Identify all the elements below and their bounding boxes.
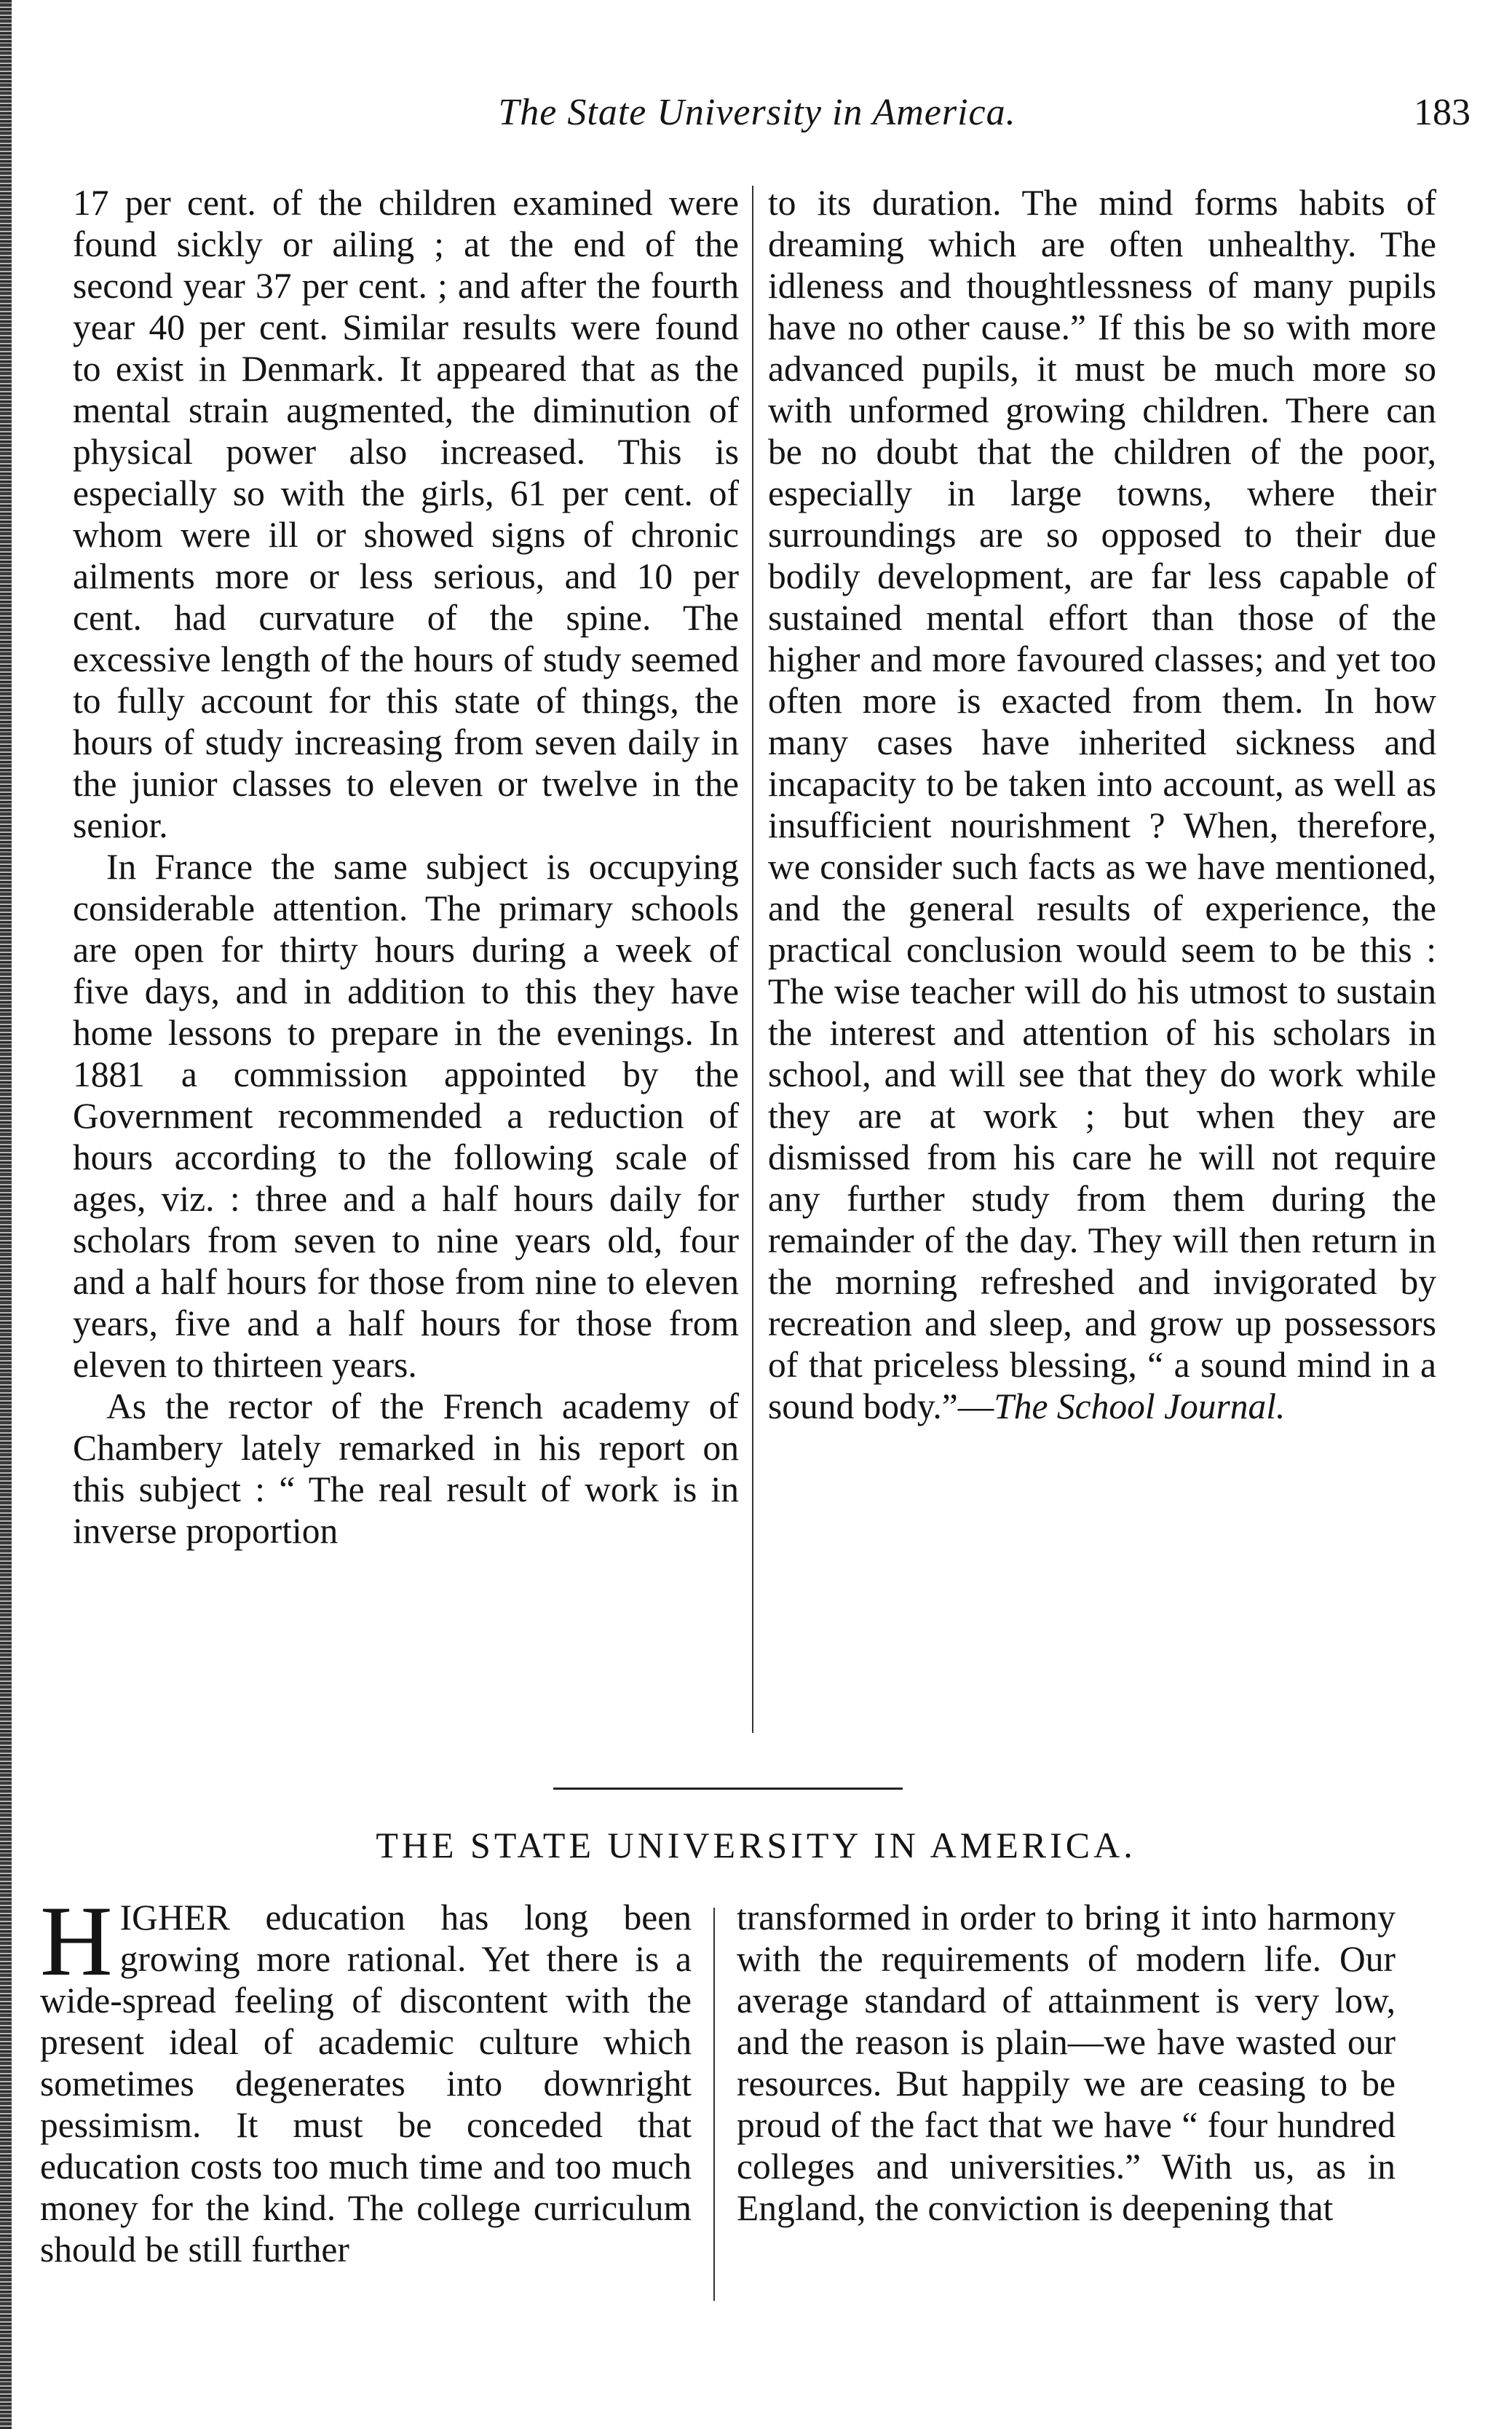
page-number: 183 <box>1414 92 1471 133</box>
drop-cap: H <box>40 1885 113 1996</box>
column-divider-top <box>752 186 753 1733</box>
section-separator-rule <box>553 1788 903 1790</box>
top-right-column <box>768 182 1436 1729</box>
conclusion-text: to its duration. The mind forms habits of dreaming which are often unhealthy. The idleness and thoughtlessness of many pupils have no other cause.” If this be so with more advanced pupils, it must be much more so with unformed growing children. There can be no doubt that the children of the poor, especially in large towns, where their surroundings are so opposed to their due bodily development, are far less capable of sustained mental effort than those of the higher and more favoured classes; and yet too often more is exacted from them. In how many cases have inherited sickness and incapacity to be taken into account, as well as insufficient nourishment ? When, therefore, we consider such facts as we have mentioned, and the general results of experience, the practical conclusion would seem to be this : The wise teacher will do his utmost to sustain the interest and attention of his scholars in school, and will see that they do work while they are at work ; but when they are dismissed from his care he will not require any further study from them during the remainder of the day. They will then return in the morning refreshed and invigorated by recreation and sleep, and grow up possessors of that priceless blessing, “ a sound mind in a sound body.”— <box>768 183 1436 1426</box>
paragraph-continued: 17 per cent. of the children examined were found sickly or ailing ; at the end of the second year 37 per cent. ; and after the fourth year 40 per cent. Similar results were found to exist in Denmark. It appeared that as the mental strain augmented, the diminution of physical power also increased. This is especially so with the girls, 61 per cent. of whom were ill or showed signs of chronic ailments more or less serious, and 10 per cent. had curvature of the spine. The excessive length of the hours of study seemed to fully account for this state of things, the hours of study increasing from seven daily in the junior classes to eleven or twelve in the senior. <box>73 183 739 845</box>
article-continued-paragraph: transformed in order to bring it into harmony with the requirements of modern life. Our average standard of attainment is very low, and the reason is plain—we have wasted our resources. But happily we are ceasing to be proud of the fact that we have “ four hundred colleges and universities.” With us, as in England, the conviction is deepening that <box>737 1897 1396 2228</box>
article-title: THE STATE UNIVERSITY IN AMERICA. <box>376 1825 1136 1865</box>
column-divider-bottom <box>713 1908 715 2301</box>
running-head <box>0 91 1512 157</box>
running-title: The State University in America. <box>498 92 1016 133</box>
page-edge-scan-border <box>0 0 12 2429</box>
paragraph-conclusion <box>768 182 1436 1427</box>
paragraph-chambery: As the rector of the French academy of Chambery lately remarked in his report on this subject : “ The real result of work is in inverse proportion <box>73 1386 739 1551</box>
bottom-left-column <box>40 1885 692 2290</box>
article-opening-paragraph <box>40 1885 692 2270</box>
article-opening-text: IGHER education has long been growing more rational. Yet there is a wide-spread feeling of discontent with the present ideal of academic culture which sometimes degenerates into downright pessimism. It must be conceded that education costs too much time and too much money for the kind. The college curriculum should be still further <box>40 1897 692 2270</box>
source-attribution: The School Journal. <box>994 1386 1286 1426</box>
top-left-column <box>73 182 739 1729</box>
paragraph-france: In France the same subject is occupying considerable attention. The primary schools are open for thirty hours during a week of five days, and in addition to this they have home lessons to prepare in the evenings. In 1881 a commission appointed by the Government recommended a reduction of hours according to the following scale of ages, viz. : three and a half hours daily for scholars from seven to nine years old, four and a half hours for those from nine to eleven years, five and a half hours for those from eleven to thirteen years. <box>73 847 739 1385</box>
bottom-right-column <box>737 1897 1396 2290</box>
